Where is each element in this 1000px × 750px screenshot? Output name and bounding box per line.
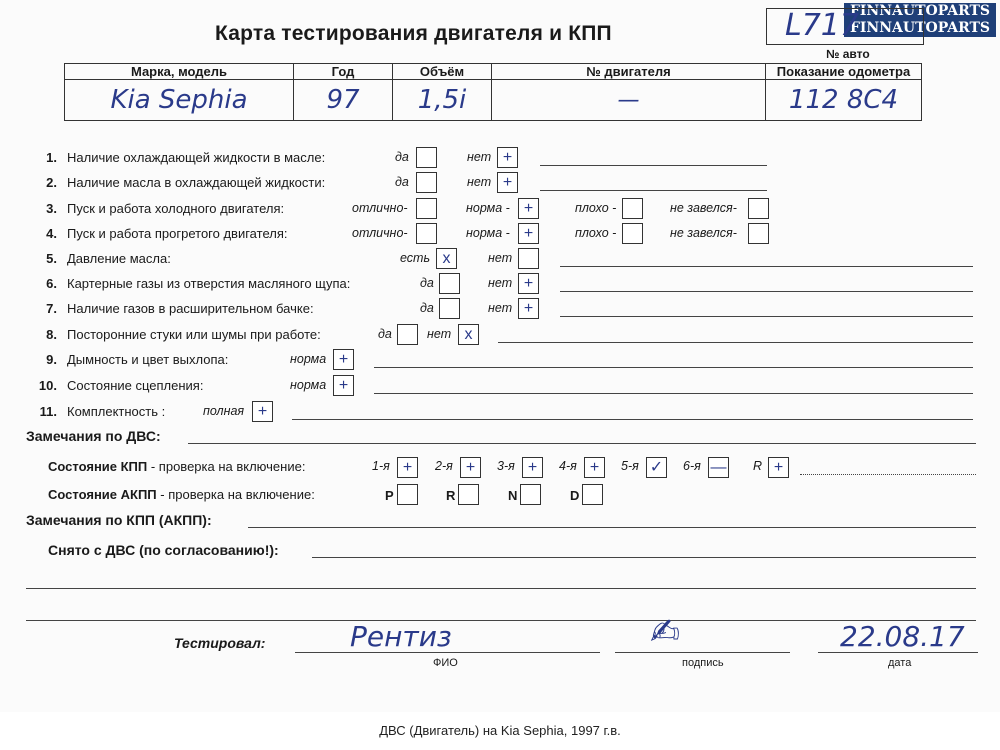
engine-number-value: — (492, 80, 766, 121)
card-title: Карта тестирования двигателя и КПП (215, 22, 612, 45)
col-engine-number: № двигателя (492, 64, 766, 80)
gear-label: 3-я (497, 459, 515, 473)
item-checkbox[interactable] (416, 147, 437, 168)
item-label: Давление масла: (67, 251, 171, 266)
gear-label: 6-я (683, 459, 701, 473)
fio-label: ФИО (433, 657, 458, 669)
gear-label: 4-я (559, 459, 577, 473)
item-option-label: норма - (466, 201, 510, 215)
check-mark-icon: + (338, 377, 349, 394)
akpp-checkbox[interactable] (458, 484, 479, 505)
item-label: Наличие масла в охлаждающей жидкости: (67, 175, 326, 190)
removed-line-3 (26, 620, 976, 621)
item-label: Пуск и работа прогретого двигателя: (67, 226, 288, 241)
item-checkbox[interactable] (439, 273, 460, 294)
item-notes-line (374, 367, 973, 368)
plate-value: L717 (785, 8, 859, 43)
check-mark-icon: ✓ (649, 459, 664, 476)
checklist-item (0, 350, 1000, 370)
signature-line (615, 652, 790, 653)
item-checkbox[interactable] (748, 198, 769, 219)
check-mark-icon: + (523, 225, 534, 242)
odometer-value: 112 8C4 (766, 80, 922, 121)
item-option-label: нет (488, 301, 513, 315)
check-mark-icon: + (257, 403, 268, 420)
gear-label: R (753, 459, 763, 473)
check-mark-icon: + (465, 459, 476, 476)
item-number: 7. (46, 301, 57, 316)
signature-value: ✍ (650, 612, 681, 653)
item-checkbox[interactable] (748, 223, 769, 244)
gear-label: 2-я (435, 459, 453, 473)
item-option-label: не завелся- (670, 226, 737, 240)
item-checkbox[interactable] (416, 172, 437, 193)
item-notes-line (560, 291, 973, 292)
removed-label: Снято с ДВС (по согласованию!): (48, 542, 279, 558)
item-option-label: отлично- (352, 226, 408, 240)
checklist-item (0, 299, 1000, 319)
item-option-label: не завелся- (670, 201, 737, 215)
year-value: 97 (294, 80, 393, 121)
item-option-label: есть (400, 251, 431, 265)
checklist-item (0, 274, 1000, 294)
item-number: 11. (39, 404, 57, 419)
kpp-remarks-label: Замечания по КПП (АКПП): (26, 512, 212, 528)
item-label: Дымность и цвет выхлопа: (67, 352, 229, 367)
engine-remarks-line (188, 443, 976, 444)
checklist-item (0, 249, 1000, 269)
item-notes-line (560, 266, 973, 267)
check-mark-icon: — (710, 459, 727, 476)
check-mark-icon: + (527, 459, 538, 476)
item-label: Наличие охлаждающей жидкости в масле: (67, 150, 326, 165)
gear-label: 1-я (372, 459, 390, 473)
make-model-value: Kia Sephia (65, 80, 294, 121)
check-mark-icon: + (402, 459, 413, 476)
plate-box (766, 8, 924, 45)
item-option-label: да (420, 301, 434, 315)
item-checkbox[interactable] (622, 223, 643, 244)
item-checkbox[interactable] (416, 223, 437, 244)
item-option-label: нет (467, 150, 492, 164)
checklist-item (0, 224, 1000, 244)
akpp-checkbox[interactable] (520, 484, 541, 505)
volume-value: 1,5i (393, 80, 492, 121)
item-number: 10. (38, 378, 57, 393)
akpp-label: Состояние АКПП - проверка на включение: (48, 487, 315, 502)
check-mark-icon: + (523, 300, 534, 317)
item-option-label: да (378, 327, 392, 341)
item-option-label: отлично- (352, 201, 408, 215)
check-mark-icon: + (338, 351, 349, 368)
watermark-logo: FINNAUTOPARTS FINNAUTOPARTS (844, 3, 996, 37)
item-option-label: плохо - (575, 226, 617, 240)
akpp-position-label: D (570, 488, 580, 503)
item-option-label: норма (290, 378, 327, 392)
kpp-label: Состояние КПП - проверка на включение: (48, 459, 306, 474)
checklist-item (0, 173, 1000, 193)
check-mark-icon: + (502, 149, 513, 166)
item-notes-line (498, 342, 973, 343)
item-option-label: плохо - (575, 201, 617, 215)
checklist-item (0, 199, 1000, 219)
item-option-label: да (420, 276, 434, 290)
kpp-remarks-line (248, 527, 976, 528)
akpp-checkbox[interactable] (582, 484, 603, 505)
item-option-label: нет (488, 276, 513, 290)
item-checkbox[interactable] (622, 198, 643, 219)
removed-line-1 (312, 557, 976, 558)
item-number: 5. (46, 251, 57, 266)
tester-name-value: Рентиз (350, 620, 452, 653)
akpp-checkbox[interactable] (397, 484, 418, 505)
item-option-label: норма (290, 352, 327, 366)
check-mark-icon: + (589, 459, 600, 476)
checklist-item (0, 376, 1000, 396)
item-label: Комплектность : (67, 404, 166, 419)
akpp-position-label: R (446, 488, 456, 503)
auto-number-label: № авто (826, 47, 870, 61)
item-number: 3. (46, 201, 57, 216)
item-option-label: нет (427, 327, 452, 341)
removed-line-2 (26, 588, 976, 589)
checklist-item (0, 402, 1000, 422)
signature-label: подпись (682, 657, 724, 669)
item-option-label: нет (488, 251, 513, 265)
checklist-item (0, 148, 1000, 168)
item-number: 2. (46, 175, 57, 190)
kpp-notes-line (800, 474, 976, 475)
item-option-label: полная (203, 404, 245, 418)
item-notes-line (374, 393, 973, 394)
item-checkbox[interactable] (439, 298, 460, 319)
date-value: 22.08.17 (840, 620, 965, 653)
item-label: Картерные газы из отверстия масляного щупа: (67, 276, 351, 291)
item-checkbox[interactable] (397, 324, 418, 345)
akpp-position-label: P (385, 488, 394, 503)
item-notes-line (540, 165, 767, 166)
item-checkbox[interactable] (416, 198, 437, 219)
check-mark-icon: x (442, 250, 451, 267)
item-label: Посторонние стуки или шумы при работе: (67, 327, 321, 342)
date-line (818, 652, 978, 653)
check-mark-icon: + (502, 174, 513, 191)
item-option-label: да (395, 175, 409, 189)
item-label: Наличие газов в расширительном бачке: (67, 301, 314, 316)
col-year: Год (294, 64, 393, 80)
engine-remarks-label: Замечания по ДВС: (26, 428, 161, 444)
col-volume: Объём (393, 64, 492, 80)
item-label: Состояние сцепления: (67, 378, 204, 393)
check-mark-icon: x (464, 326, 473, 343)
item-number: 9. (46, 352, 57, 367)
col-odometer: Показание одометра (766, 64, 922, 80)
tested-by-label: Тестировал: (174, 635, 266, 651)
check-mark-icon: + (523, 200, 534, 217)
date-label: дата (888, 657, 912, 669)
item-notes-line (560, 316, 973, 317)
photo-caption: ДВС (Двигатель) на Kia Sephia, 1997 г.в. (379, 723, 621, 738)
item-number: 6. (46, 276, 57, 291)
item-checkbox[interactable] (518, 248, 539, 269)
checklist-item (0, 325, 1000, 345)
akpp-position-label: N (508, 488, 518, 503)
item-notes-line (540, 190, 767, 191)
item-notes-line (292, 419, 973, 420)
item-number: 8. (46, 327, 57, 342)
vehicle-info-table (64, 63, 922, 121)
fio-line (295, 652, 600, 653)
item-number: 4. (46, 226, 57, 241)
item-number: 1. (46, 150, 57, 165)
item-option-label: да (395, 150, 409, 164)
check-mark-icon: + (523, 275, 534, 292)
item-label: Пуск и работа холодного двигателя: (67, 201, 285, 216)
item-option-label: нет (467, 175, 492, 189)
check-mark-icon: + (773, 459, 784, 476)
col-make-model: Марка, модель (65, 64, 294, 80)
gear-label: 5-я (621, 459, 639, 473)
item-option-label: норма - (466, 226, 510, 240)
